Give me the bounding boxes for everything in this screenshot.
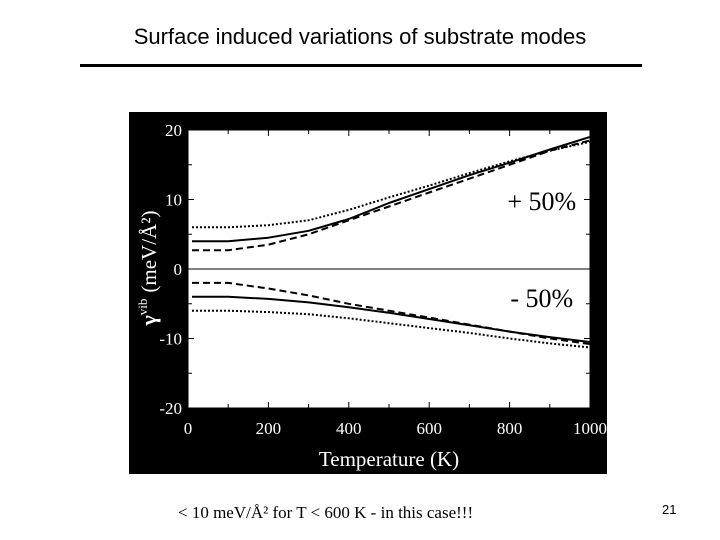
series-annotation: - 50% <box>510 284 574 314</box>
x-tick-label: 200 <box>255 419 282 438</box>
x-tick-label: 1000 <box>573 419 607 438</box>
slide-title: Surface induced variations of substrate modes <box>133 24 587 49</box>
x-axis-label: Temperature (K) <box>318 447 460 471</box>
y-axis-units: (meV/Å²) <box>137 210 161 293</box>
x-tick-label: 400 <box>336 419 362 438</box>
x-tick-label: 600 <box>416 419 442 438</box>
y-tick-label: 20 <box>165 121 182 140</box>
x-tick-label: 0 <box>183 419 193 438</box>
y-tick-label: 10 <box>165 190 182 210</box>
y-tick-label: -10 <box>159 329 182 349</box>
y-axis-superscript: vib <box>135 298 150 316</box>
y-tick-label: 0 <box>173 260 182 279</box>
x-tick-label: 800 <box>496 419 523 438</box>
y-tick-label: -20 <box>159 399 182 418</box>
slide-number: 21 <box>662 502 677 517</box>
y-axis-symbol: γ <box>136 315 161 326</box>
footnote-caption: < 10 meV/Å² for T < 600 K - in this case!!! <box>178 503 474 522</box>
series-annotation: + 50% <box>507 186 577 216</box>
